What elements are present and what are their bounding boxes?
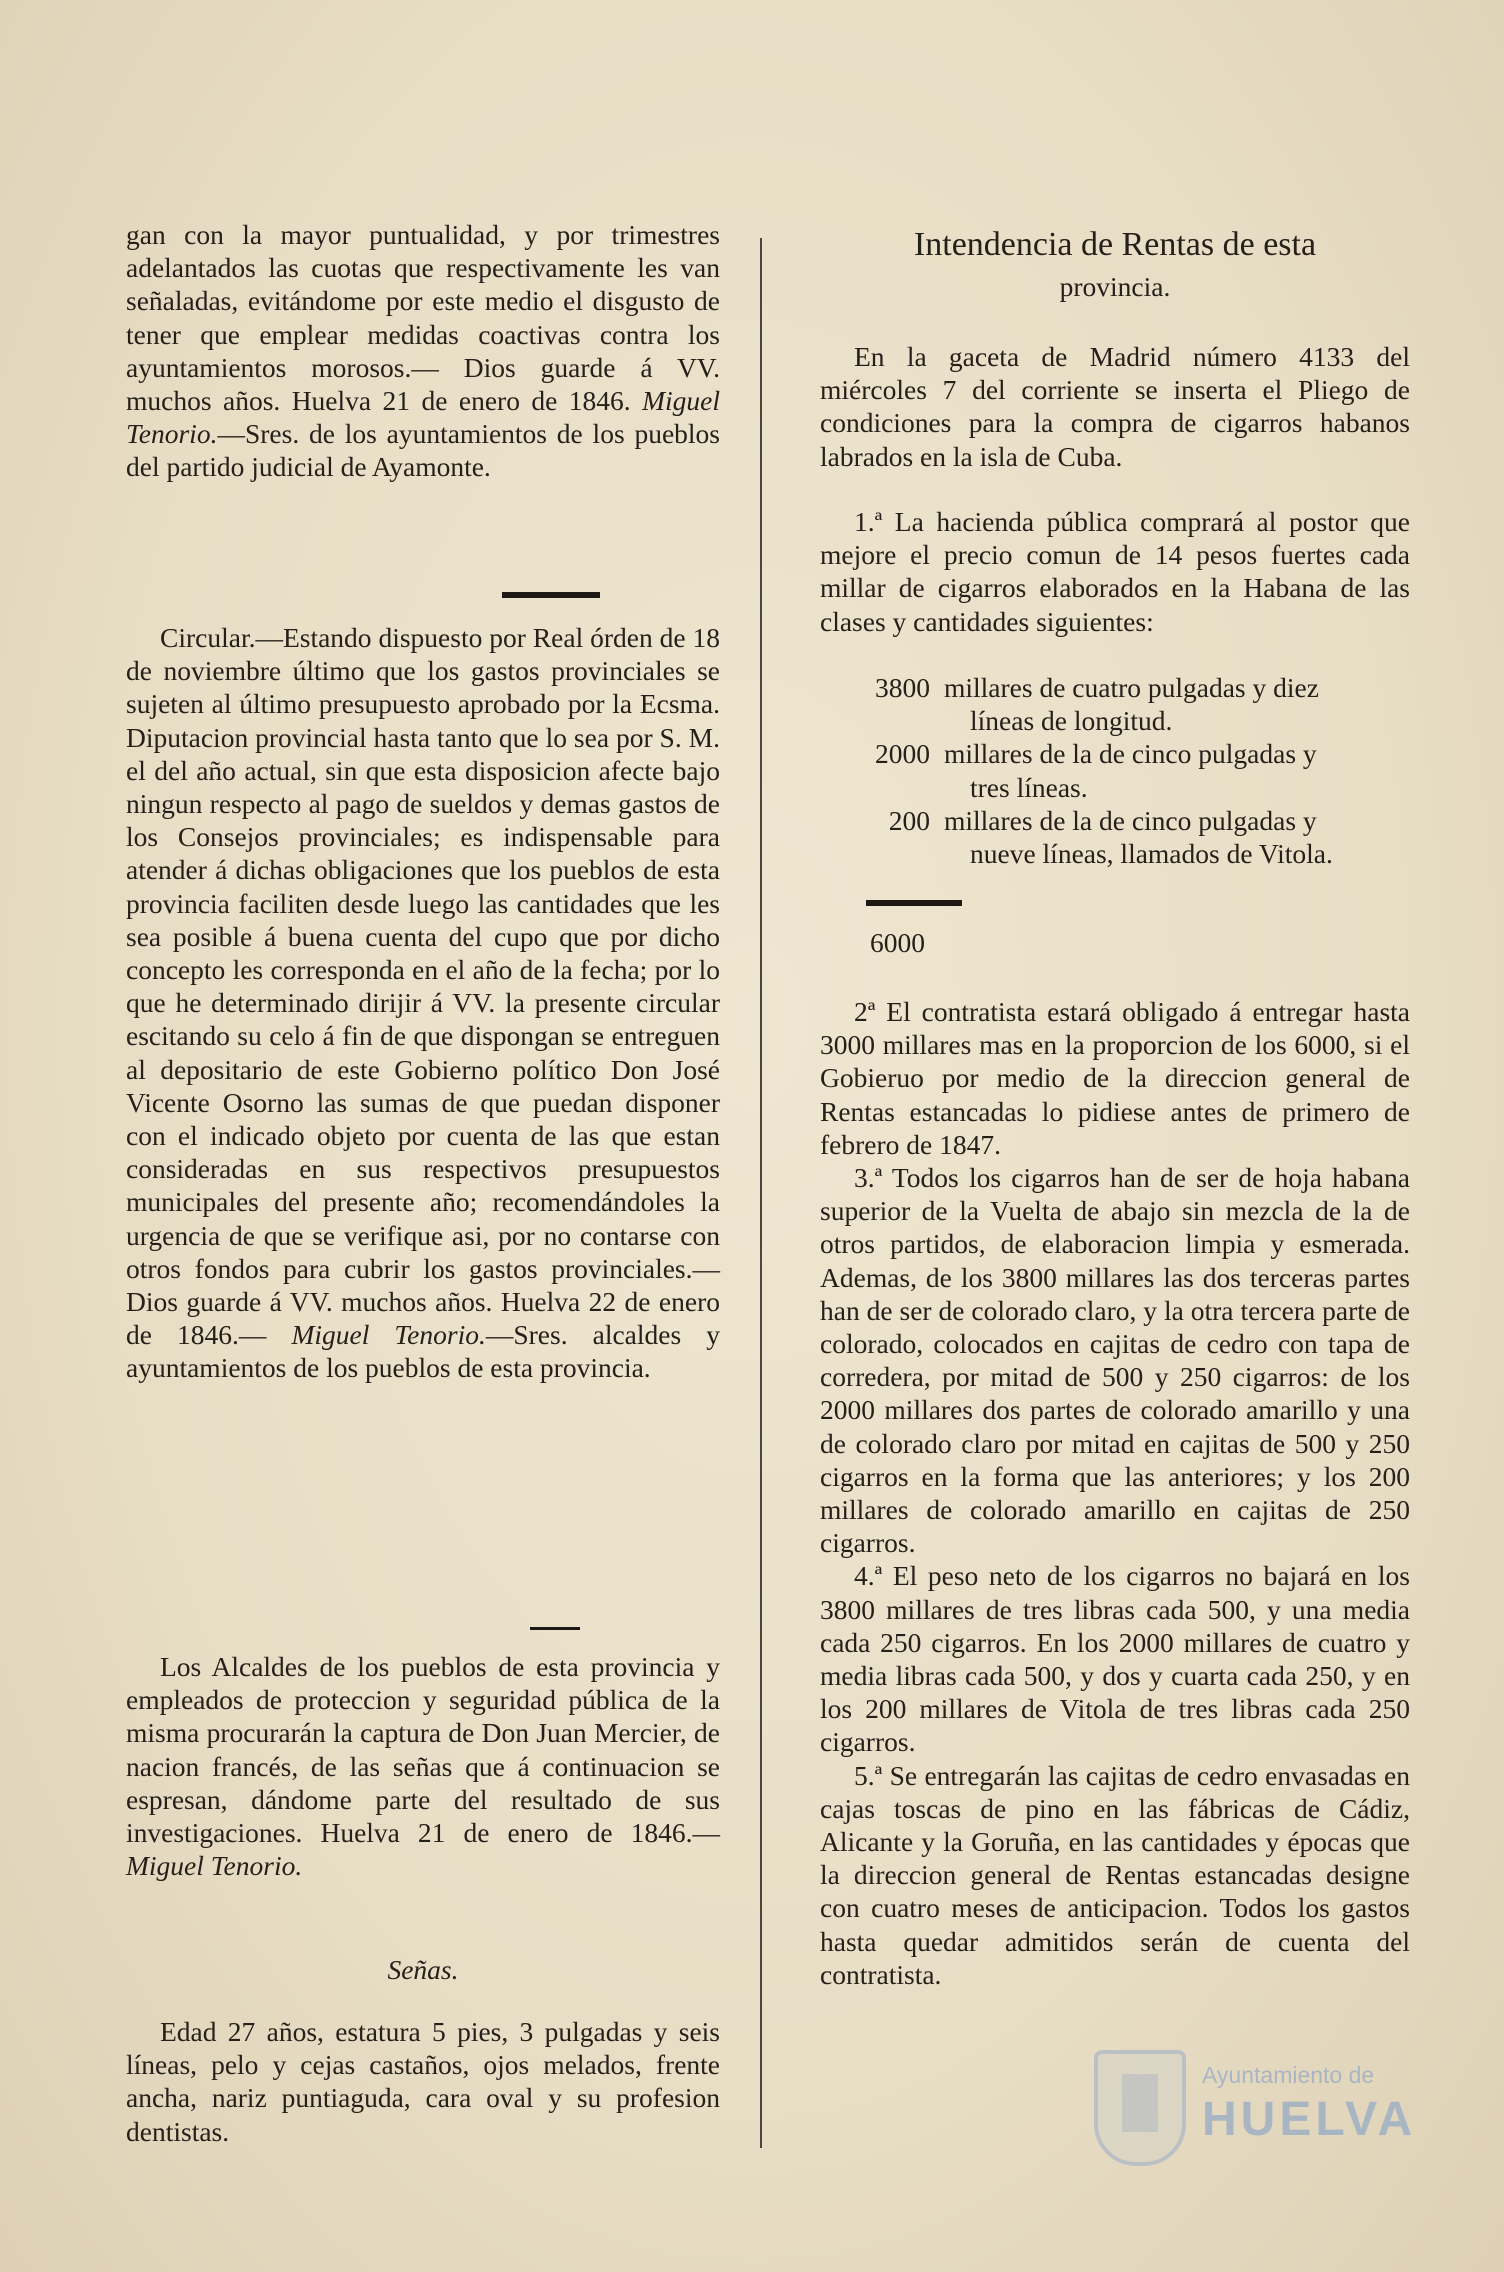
senas-heading: Señas. (387, 1954, 459, 1985)
quantity-description: millares de la de cinco pulgadas y (944, 738, 1317, 770)
watermark-line-2: HUELVA (1202, 2093, 1417, 2146)
quantity-row (820, 671, 1410, 704)
coat-of-arms-icon (1094, 2050, 1186, 2166)
section-rule-2 (530, 1627, 580, 1630)
quantity-description-cont: líneas de longitud. (970, 705, 1173, 737)
quantity-row-continuation (820, 771, 1410, 804)
quantity-description: millares de la de cinco pulgadas y (944, 804, 1317, 836)
section-heading: Intendencia de Rentas de esta (913, 226, 1317, 263)
signature-1: Miguel Tenorio. (126, 385, 720, 450)
ayuntamiento-watermark (1094, 2050, 1424, 2170)
quantities-table (820, 671, 1410, 870)
quantity-row (820, 804, 1410, 837)
quantity-row-continuation (820, 704, 1410, 737)
left-paragraph-3-text: Los Alcaldes de los pueblos de esta provincia y empleados de proteccion y seguridad pública de la misma procurarán la captura de Don Juan Mercier, de nacion francés, de las señas que á continuacion se espresan, dándome parte del resultado de sus investigaciones. Huelva 21 de enero de 1846.— (126, 1651, 720, 1849)
watermark-line-1: Ayuntamiento de (1202, 2062, 1375, 2088)
section-rule-1 (502, 592, 600, 598)
right-clauses (820, 995, 1410, 1991)
clause-2: 2ª El contratista estará obligado á entregar hasta 3000 millares mas en la proporcion de los 6000, si el Gobieruo por medio de la direccion general de Rentas estancadas lo pidiese antes de primero de febrero de 1847. (820, 996, 1410, 1160)
total-rule (866, 900, 962, 906)
clause-5: 5.ª Se entregarán las cajitas de cedro envasadas en cajas toscas de pino en las fábricas de Cádiz, Alicante y la Goruña, en las cantidades y épocas que la direccion general de Rentas estancadas designe con cuatro meses de anticipacion. Todos los gastos hasta quedar admitidos serán de cuenta del contratista. (820, 1759, 1410, 1990)
left-paragraph-4: Edad 27 años, estatura 5 pies, 3 pulgadas y seis líneas, pelo y cejas castaños, ojos melados, frente ancha, nariz puntiaguda, cara oval y su profesion dentistas. (126, 2016, 720, 2147)
right-paragraph-1: En la gaceta de Madrid número 4133 del miércoles 7 del corriente se inserta el Pliego de condiciones para la compra de cigarros habanos labrados en la isla de Cuba. (820, 341, 1410, 472)
quantity-description: millares de cuatro pulgadas y diez (944, 672, 1319, 703)
column-divider (760, 238, 762, 2148)
signature-2: Miguel Tenorio. (291, 1319, 486, 1351)
left-paragraph-2 (126, 621, 720, 1385)
left-paragraph-3 (126, 1650, 720, 1882)
quantity-description-cont: tres líneas. (970, 771, 1088, 803)
quantity-row (820, 737, 1410, 770)
quantity-number: 2000 (875, 738, 930, 770)
quantity-number: 200 (888, 804, 930, 836)
left-paragraph-1 (126, 218, 720, 484)
right-paragraph-2: 1.ª La hacienda pública comprará al postor que mejore el precio comun de 14 pesos fuertes cada millar de cigarros elaborados en la Habana de las clases y cantidades siguientes: (820, 506, 1410, 637)
section-subheading: provincia. (1059, 271, 1171, 302)
left-paragraph-2-text: Circular.—Estando dispuesto por Real órden de 18 de noviembre último que los gastos provinciales se sujeten al último presupuesto aprobado por la Ecsma. Diputacion provincial hasta tanto que lo sea por S. M. el del año actual, sin que esta disposicion afecte bajo ningun respecto al pago de sueldos y demas gastos de los Consejos provinciales; es indispensable para atender á dichas obligaciones que los pueblos de esta provincia faciliten desde luego las cantidades que les sea posible á buena cuenta del cupo que por dicho concepto les corresponda en el año de la fecha; por lo que he determinado dirijir á VV. la presente circular escitando su celo á fin de que dispongan se entreguen al depositario de este Gobierno político Don José Vicente Osorno las sumas de que puedan disponer con el indicado objeto por cuenta de las que estan consideradas en sus respectivos presupuestos municipales del presente año; recomendándoles la urgencia de que se verifique asi, por no contarse con otros fondos para cubrir los gastos provinciales.—Dios guarde á VV. muchos años. Huelva 22 de enero de 1846.— (126, 622, 720, 1351)
quantity-total: 6000 (870, 927, 925, 958)
clause-3: 3.ª Todos los cigarros han de ser de hoja habana superior de la Vuelta de abajo sin mezcla de la de otros partidos, de elaboracion limpia y esmerada. Ademas, de los 3800 millares las dos terceras partes han de ser de colorado claro, y la otra tercera parte de colorado, colocados en cajitas de cedro con tapa de corredera, por mitad de 500 y 250 cigarros: de los 2000 millares dos partes de colorado amarillo y una de colorado claro por mitad en cajitas de 500 y 250 cigarros en la forma que las anteriores; y los 200 millares de colorado amarillo en cajitas de 250 cigarros. (820, 1162, 1410, 1559)
quantity-row-continuation (820, 837, 1410, 870)
quantity-number: 3800 (875, 672, 930, 703)
left-paragraph-1-text: gan con la mayor puntualidad, y por trimestres adelantados las cuotas que respectivamente les van señaladas, evitándome por este medio el disgusto de tener que emplear medidas coactivas contra los ayuntamientos morosos.— Dios guarde á VV. muchos años. Huelva 21 de enero de 1846. (126, 219, 720, 417)
left-paragraph-1-closing: —Sres. de los ayuntamientos de los pueblos del partido judicial de Ayamonte. (126, 418, 720, 483)
left-paragraph-2-closing: —Sres. alcaldes y ayuntamientos de los pueblos de esta provincia. (126, 1319, 720, 1384)
quantity-description-cont: nueve líneas, llamados de Vitola. (970, 837, 1333, 869)
signature-3: Miguel Tenorio. (126, 1850, 303, 1882)
clause-4: 4.ª El peso neto de los cigarros no bajará en los 3800 millares de tres libras cada 500, y una media cada 250 cigarros. En los 2000 millares de cuatro y media libras cada 500, y dos y cuarta cada 250, y en los 200 millares de Vitola de tres libras cada 250 cigarros. (820, 1560, 1410, 1758)
